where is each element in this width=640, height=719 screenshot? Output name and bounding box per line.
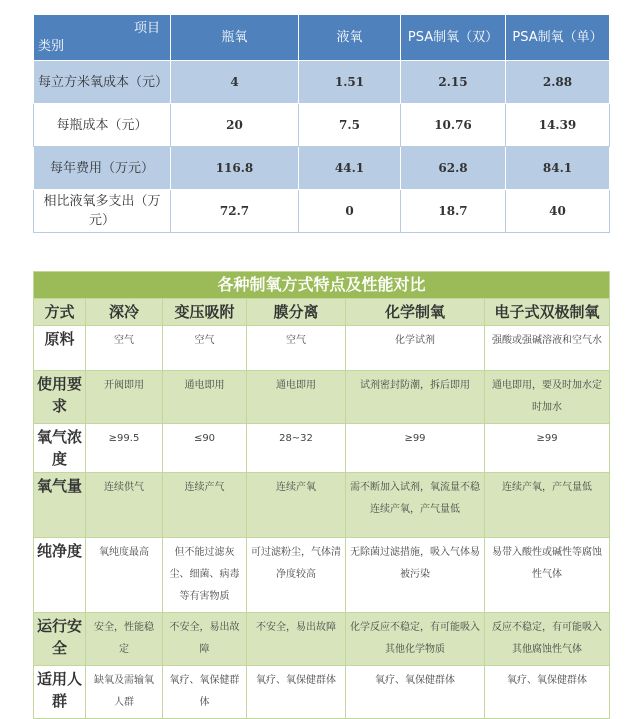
cell: 氧疗、氧保健群体	[346, 666, 485, 719]
cell: ≤90	[163, 424, 247, 473]
cell: 0	[299, 190, 401, 233]
cell: 需不断加入试剂，氧流量不稳连续产氧，产气量低	[346, 473, 485, 538]
column-header: 瓶氧	[171, 15, 299, 61]
row-label: 适用人群	[34, 666, 86, 719]
oxygen-cost-table	[33, 14, 610, 233]
cell: 2.88	[506, 61, 610, 104]
column-header: PSA制氧（双）	[401, 15, 506, 61]
cell: 安全，性能稳定	[86, 613, 163, 666]
column-header: 变压吸附	[163, 299, 247, 326]
corner-top: 项目	[133, 21, 160, 36]
cell: 但不能过滤灰尘、细菌、病毒等有害物质	[163, 538, 247, 613]
cell: 强酸或强碱溶液和空气水	[485, 326, 610, 371]
row-label: 相比液氧多支出（万元）	[34, 190, 171, 233]
cell: 化学试剂	[346, 326, 485, 371]
table-row	[34, 538, 610, 613]
table-title: 各种制氧方式特点及性能对比	[34, 272, 610, 299]
table-row	[34, 473, 610, 538]
row-label: 每瓶成本（元）	[34, 104, 171, 147]
cell: ≥99.5	[86, 424, 163, 473]
cell: 氧纯度最高	[86, 538, 163, 613]
cell: ≥99	[485, 424, 610, 473]
cell: 空气	[247, 326, 346, 371]
table-row	[34, 424, 610, 473]
cell: 缺氧及需输氧人群	[86, 666, 163, 719]
cell: 通电即用，要及时加水定时加水	[485, 371, 610, 424]
compare-header-row	[34, 299, 610, 326]
column-header: PSA制氧（单）	[506, 15, 610, 61]
cell: 氧疗、氧保健群体	[247, 666, 346, 719]
cell: 通电即用	[163, 371, 247, 424]
cell: 通电即用	[247, 371, 346, 424]
table-row	[34, 61, 610, 104]
cell: 4	[171, 61, 299, 104]
table-row	[34, 326, 610, 371]
cell: 连续供气	[86, 473, 163, 538]
cell: 氧疗、氧保健群体	[163, 666, 247, 719]
cell: 化学反应不稳定，有可能吸入其他化学物质	[346, 613, 485, 666]
cell: 84.1	[506, 147, 610, 190]
cell: 不安全，易出故障	[163, 613, 247, 666]
cell: 连续产氧，产气量低	[485, 473, 610, 538]
column-header: 方式	[34, 299, 86, 326]
oxygen-method-comparison-table	[33, 271, 610, 719]
row-label: 氧气浓度	[34, 424, 86, 473]
row-label: 每年费用（万元）	[34, 147, 171, 190]
row-label: 每立方米氧成本（元）	[34, 61, 171, 104]
column-header: 化学制氧	[346, 299, 485, 326]
cell: 44.1	[299, 147, 401, 190]
cell: 1.51	[299, 61, 401, 104]
cell: 7.5	[299, 104, 401, 147]
cell: 空气	[86, 326, 163, 371]
cell: 14.39	[506, 104, 610, 147]
cell: 易带入酸性或碱性等腐蚀性气体	[485, 538, 610, 613]
table-row	[34, 104, 610, 147]
row-label: 使用要求	[34, 371, 86, 424]
table-row	[34, 666, 610, 719]
cell: 2.15	[401, 61, 506, 104]
cell: 开阀即用	[86, 371, 163, 424]
cell: ≥99	[346, 424, 485, 473]
corner-bottom: 类别	[38, 39, 65, 54]
cell: 62.8	[401, 147, 506, 190]
cell: 18.7	[401, 190, 506, 233]
cell: 无除菌过滤措施，吸入气体易被污染	[346, 538, 485, 613]
row-label: 运行安全	[34, 613, 86, 666]
column-header: 电子式双极制氧	[485, 299, 610, 326]
row-label: 纯净度	[34, 538, 86, 613]
row-label: 氧气量	[34, 473, 86, 538]
cell: 116.8	[171, 147, 299, 190]
cell: 连续产气	[163, 473, 247, 538]
row-label: 原料	[34, 326, 86, 371]
cell: 反应不稳定，有可能吸入其他腐蚀性气体	[485, 613, 610, 666]
column-header: 深冷	[86, 299, 163, 326]
cell: 试剂密封防潮，拆后即用	[346, 371, 485, 424]
cell: 可过滤粉尘，气体清净度较高	[247, 538, 346, 613]
column-header: 膜分离	[247, 299, 346, 326]
cell: 不安全，易出故障	[247, 613, 346, 666]
table-row	[34, 613, 610, 666]
table-row	[34, 190, 610, 233]
corner-cell	[34, 15, 171, 61]
cell: 10.76	[401, 104, 506, 147]
table-row	[34, 147, 610, 190]
column-header: 液氧	[299, 15, 401, 61]
cell: 氧疗、氧保健群体	[485, 666, 610, 719]
table-row	[34, 371, 610, 424]
cell: 28~32	[247, 424, 346, 473]
cell: 72.7	[171, 190, 299, 233]
cell: 20	[171, 104, 299, 147]
cell: 空气	[163, 326, 247, 371]
cell: 40	[506, 190, 610, 233]
cost-header-row	[34, 15, 610, 61]
cell: 连续产氧	[247, 473, 346, 538]
